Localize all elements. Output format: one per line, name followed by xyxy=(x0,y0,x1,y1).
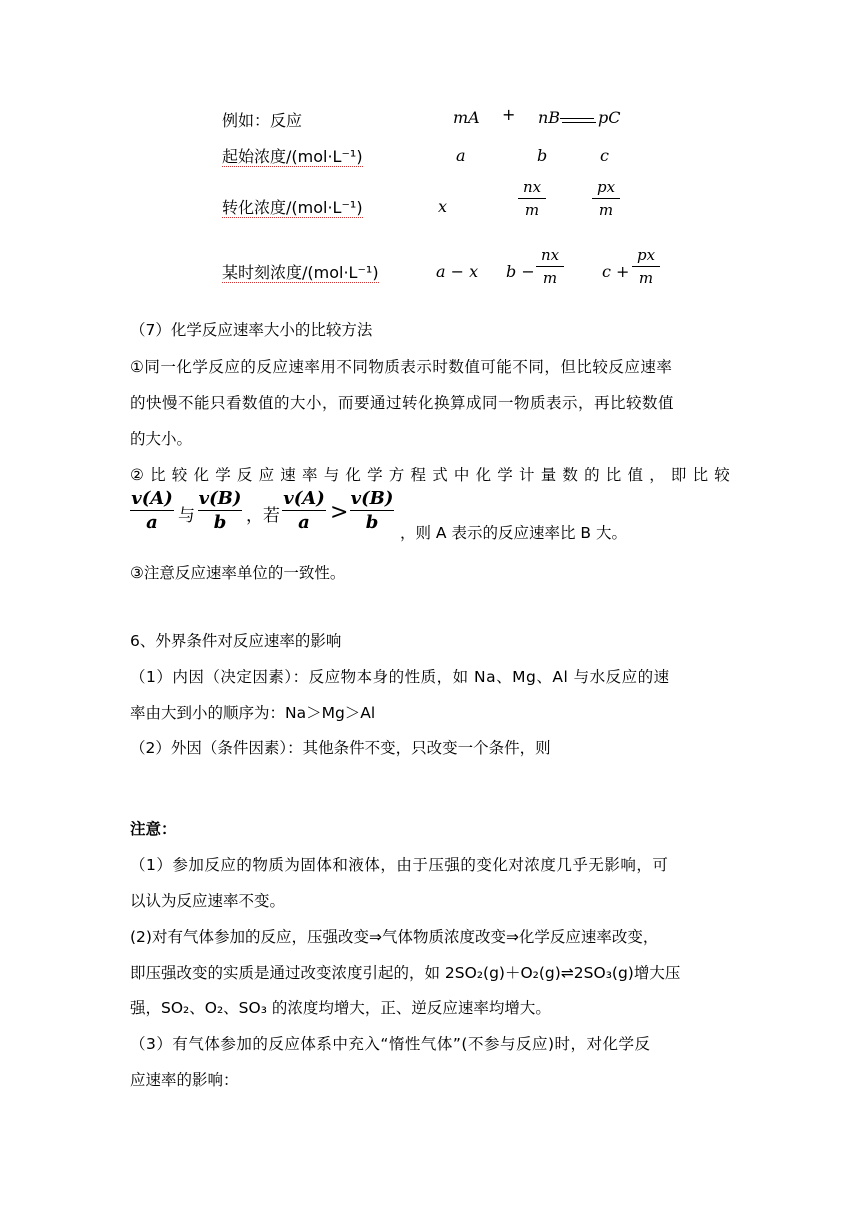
eq-product-c: pC xyxy=(598,108,621,127)
eq-plus: + xyxy=(502,105,516,124)
row2-label: 起始浓度/(mol·L⁻¹) xyxy=(222,147,363,166)
section-6-heading: 6、外界条件对反应速率的影响 xyxy=(130,632,342,650)
paragraph-line: ②比较化学反应速率与化学方程式中化学计量数的比值，即比较 xyxy=(130,466,736,484)
row2-b: b xyxy=(537,146,548,165)
row3-a: x xyxy=(438,197,448,216)
paragraph-line: 强，SO₂、O₂、SO₃ 的浓度均增大，正、逆反应速率均增大。 xyxy=(130,999,551,1017)
paragraph-line: ①同一化学反应的反应速率用不同物质表示时数值可能不同，但比较反应速率 xyxy=(130,358,673,376)
row3-label: 转化浓度/(mol·L⁻¹) xyxy=(222,198,363,217)
row1-label: 例如：反应 xyxy=(222,111,303,130)
row4-b-fraction: nx m xyxy=(536,246,564,287)
paragraph-line: ③注意反应速率单位的一致性。 xyxy=(130,564,346,582)
rate-ratio-formula-image xyxy=(130,488,400,540)
fraction-vb-over-b: v(B) b xyxy=(198,488,242,533)
paragraph-line: (2)对有气体参加的反应，压强改变⇒气体物质浓度改变⇒化学反应速率改变， xyxy=(130,928,659,946)
row3-c-fraction: px m xyxy=(592,178,620,219)
note-heading: 注意： xyxy=(130,820,177,838)
row4-b-prefix: b − xyxy=(506,262,535,281)
yu-text: 与 xyxy=(178,506,195,526)
eq-reactant-b: nB xyxy=(538,108,561,127)
paragraph-line: 的大小。 xyxy=(130,430,193,448)
ruo-text: ，若 xyxy=(246,506,280,526)
fraction-va-over-a: v(A) a xyxy=(131,488,173,533)
eq-reactant-a: mA xyxy=(453,108,480,127)
row4-c-prefix: c + xyxy=(602,262,630,281)
row3-b-fraction: nx m xyxy=(518,178,546,219)
fraction-vb-over-b-2: v(B) b xyxy=(350,488,394,533)
row4-label: 某时刻浓度/(mol·L⁻¹) xyxy=(222,263,379,282)
equilibrium-arrow-icon xyxy=(560,110,596,129)
paragraph-line: 即压强改变的实质是通过改变浓度引起的，如 2SO₂(g)＋O₂(g)⇌2SO₃(g)增大压 xyxy=(130,964,681,982)
fraction-va-over-a-2: v(A) a xyxy=(283,488,325,533)
paragraph-line: ，则 A 表示的反应速率比 B 大。 xyxy=(400,524,627,542)
row2-a: a xyxy=(456,146,466,165)
paragraph-line: 率由大到小的顺序为：Na＞Mg＞Al xyxy=(130,704,376,722)
paragraph-line: （1）内因（决定因素）：反应物本身的性质，如 Na、Mg、Al 与水反应的速 xyxy=(130,668,670,686)
paragraph-line: 以认为反应速率不变。 xyxy=(130,892,286,910)
paragraph-line: 的快慢不能只看数值的大小，而要通过转化换算成同一物质表示，再比较数值 xyxy=(130,394,675,412)
paragraph-line: （1）参加反应的物质为固体和液体，由于压强的变化对浓度几乎无影响，可 xyxy=(130,856,669,874)
concentration-table-image xyxy=(220,100,665,305)
row2-c: c xyxy=(600,146,609,165)
greater-than-sign: > xyxy=(330,500,349,525)
row4-c-fraction: px m xyxy=(632,246,660,287)
paragraph-line: （2）外因（条件因素）：其他条件不变，只改变一个条件，则 xyxy=(130,739,551,757)
paragraph-line: 应速率的影响： xyxy=(130,1071,239,1089)
paragraph-line: （3）有气体参加的反应体系中充入“惰性气体”(不参与反应)时，对化学反 xyxy=(130,1035,651,1053)
section-7-heading: （7）化学反应速率大小的比较方法 xyxy=(130,321,373,339)
row4-a: a − x xyxy=(436,262,479,281)
